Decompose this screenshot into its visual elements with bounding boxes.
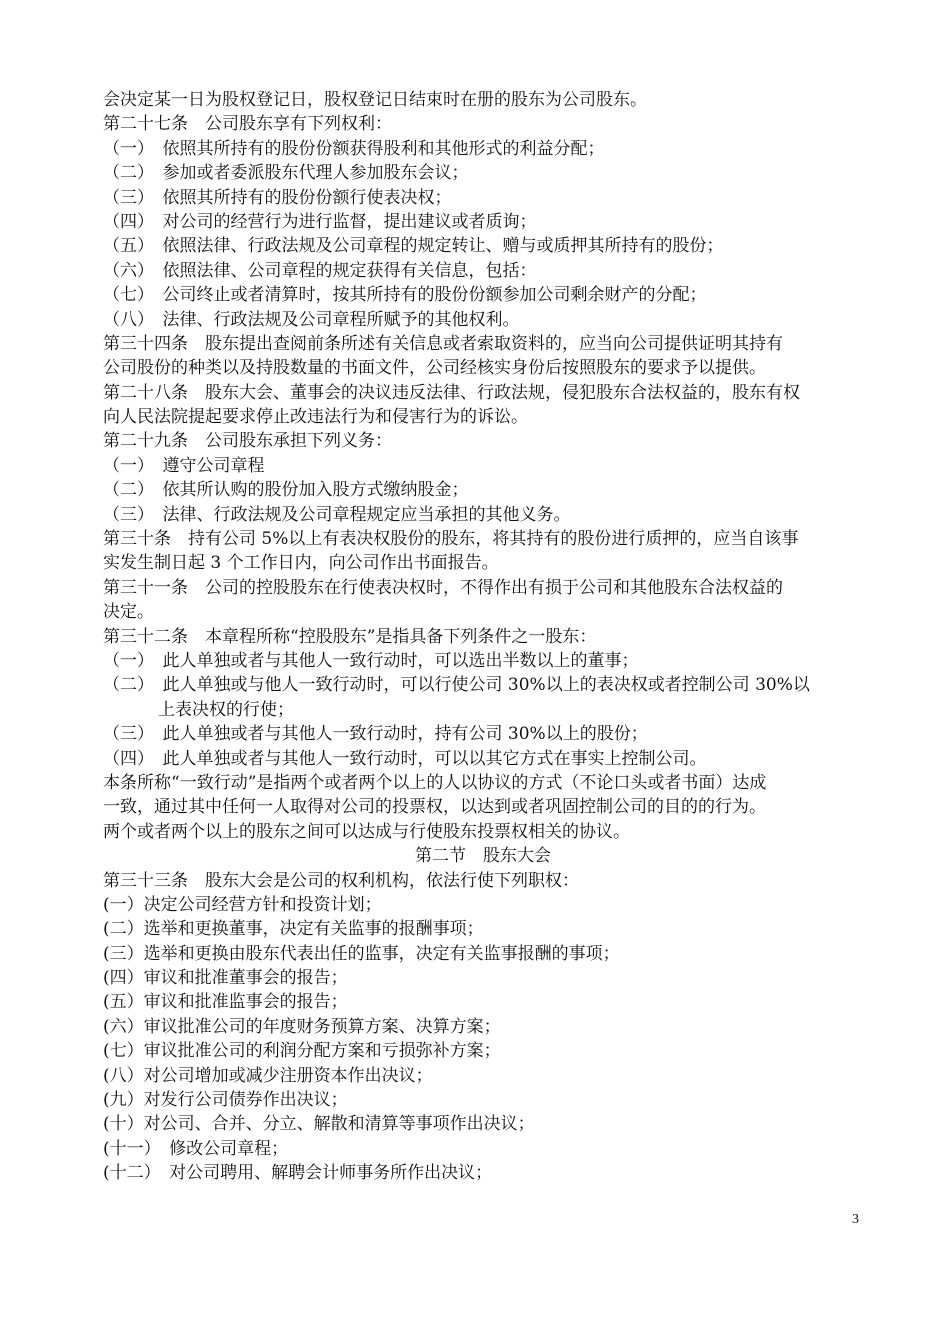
list-item: (五）审议和批准监事会的报告； — [103, 992, 348, 1013]
list-item: (九）对发行公司债券作出决议； — [103, 1090, 348, 1111]
list-item: (八）对公司增加或减少注册资本作出决议； — [103, 1065, 433, 1086]
article-heading: 第三十三条 股东大会是公司的权利机构，依法行使下列职权： — [103, 870, 579, 891]
article-heading: 第三十四条 股东提出查阅前条所述有关信息或者索取资料的，应当向公司提供证明其持有 — [103, 333, 783, 354]
article-heading: 第三十条 持有公司 5%以上有表决权股份的股东，将其持有的股份进行质押的，应当自该事 — [103, 529, 799, 550]
list-item: （二） 此人单独或与他人一致行动时，可以行使公司 30%以上的表决权或者控制公司 30%以 — [103, 675, 810, 696]
list-item: (三）选举和更换由股东代表出任的监事，决定有关监事报酬的事项； — [103, 943, 620, 964]
list-item: (一）决定公司经营方针和投资计划； — [103, 894, 382, 915]
article-heading: 第三十一条 公司的控股股东在行使表决权时，不得作出有损于公司和其他股东合法权益的 — [103, 577, 783, 598]
article-heading: 第二十九条 公司股东承担下列义务： — [103, 431, 392, 452]
list-item-continuation: 上表决权的行使； — [158, 699, 294, 720]
page-number: 3 — [852, 1212, 859, 1227]
text-line: 本条所称“一致行动”是指两个或者两个以上的人以协议的方式（不论口头或者书面）达成 — [103, 772, 767, 793]
list-item: (七）审议批准公司的利润分配方案和亏损弥补方案； — [103, 1041, 501, 1062]
list-item: （一） 依照其所持有的股份份额获得股利和其他形式的利益分配； — [103, 138, 605, 159]
list-item: （四） 对公司的经营行为进行监督，提出建议或者质询； — [103, 211, 537, 232]
list-item: （一） 遵守公司章程 — [103, 455, 265, 476]
text-line: 公司股份的种类以及持股数量的书面文件，公司经核实身份后按照股东的要求予以提供。 — [103, 358, 766, 379]
list-item: (十二） 对公司聘用、解聘会计师事务所作出决议； — [103, 1163, 493, 1184]
text-line: 实发生制日起 3 个工作日内，向公司作出书面报告。 — [103, 553, 499, 574]
text-line: 决定。 — [103, 602, 154, 623]
list-item: （三） 法律、行政法规及公司章程规定应当承担的其他义务。 — [103, 504, 571, 525]
list-item: （三） 此人单独或者与其他人一致行动时，持有公司 30%以上的股份； — [103, 724, 648, 745]
article-heading: 第三十二条 本章程所称“控股股东”是指具备下列条件之一股东： — [103, 626, 597, 647]
text-line: 会决定某一日为股权登记日，股权登记日结束时在册的股东为公司股东。 — [103, 90, 647, 110]
list-item: （五） 依照法律、行政法规及公司章程的规定转让、赠与或质押其所持有的股份； — [103, 236, 724, 257]
list-item: (四）审议和批准董事会的报告； — [103, 968, 348, 989]
text-line: 向人民法院提起要求停止改违法行为和侵害行为的诉讼。 — [103, 407, 528, 428]
list-item: （二） 依其所认购的股份加入股方式缴纳股金； — [103, 480, 469, 501]
list-item: （二） 参加或者委派股东代理人参加股东会议； — [103, 163, 469, 184]
list-item: （三） 依照其所持有的股份份额行使表决权； — [103, 187, 452, 208]
list-item: （七） 公司终止或者清算时，按其所持有的股份份额参加公司剩余财产的分配； — [103, 285, 707, 306]
document-body — [103, 88, 863, 1186]
list-item: （四） 此人单独或者与其他人一致行动时，可以以其它方式在事实上控制公司。 — [103, 748, 707, 769]
list-item: (十一） 修改公司章程； — [103, 1138, 289, 1159]
list-item: (二）选举和更换董事，决定有关监事的报酬事项； — [103, 919, 484, 940]
text-line: 一致，通过其中任何一人取得对公司的投票权，以达到或者巩固控制公司的目的的行为。 — [103, 797, 766, 818]
list-item: (十）对公司、合并、分立、解散和清算等事项作出决议； — [103, 1114, 535, 1135]
list-item: (六）审议批准公司的年度财务预算方案、决算方案； — [103, 1016, 501, 1037]
article-heading: 第二十七条 公司股东享有下列权利： — [103, 114, 392, 135]
list-item: （六） 依照法律、公司章程的规定获得有关信息，包括： — [103, 260, 537, 281]
list-item: （一） 此人单独或者与其他人一致行动时，可以选出半数以上的董事； — [103, 650, 639, 671]
text-line: 两个或者两个以上的股东之间可以达成与行使股东投票权相关的协议。 — [103, 821, 630, 842]
list-item: （八） 法律、行政法规及公司章程所赋予的其他权利。 — [103, 309, 520, 330]
section-title: 第二节 股东大会 — [415, 846, 551, 867]
article-heading: 第二十八条 股东大会、董事会的决议违反法律、行政法规，侵犯股东合法权益的，股东有权 — [103, 382, 800, 403]
